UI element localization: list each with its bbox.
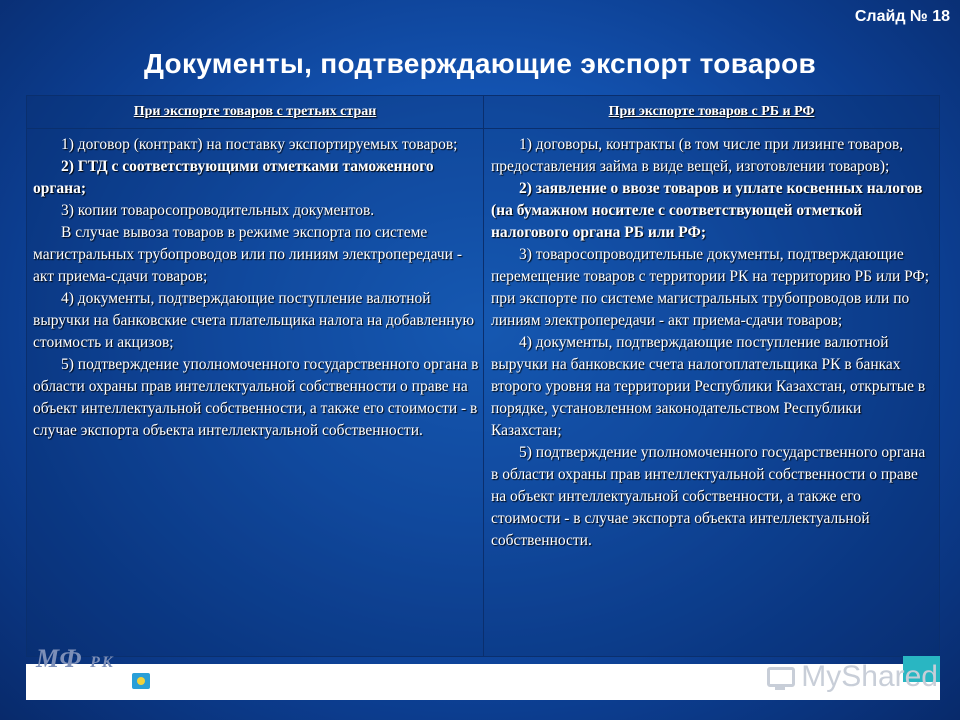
- right-item: 4) документы, подтверждающие поступление валютной выручки на банковские счета налогоплательщика РК в банках второго уровня на территории Республики Казахстан, открытые в порядке, установленном законодательством Республики Казахстан;: [491, 334, 926, 439]
- flag-icon: [132, 673, 150, 689]
- column-divider: [483, 96, 484, 656]
- logo-main-text: МФ: [36, 644, 83, 673]
- left-item: 1) договор (контракт) на поставку экспортируемых товаров;: [61, 136, 458, 153]
- logo-small-text: РК: [90, 654, 115, 671]
- right-column-content: [491, 134, 931, 552]
- watermark-text: MyShared: [801, 660, 938, 693]
- slide-title: Документы, подтверждающие экспорт товаров: [143, 48, 817, 79]
- header-rb-rf: При экспорте товаров с РБ и РФ: [608, 104, 815, 119]
- right-item: 2) заявление о ввозе товаров и уплате косвенных налогов (на бумажном носителе с соответствующей отметкой налогового органа РБ или РФ;: [491, 180, 923, 241]
- left-item: В случае вывоза товаров в режиме экспорта по системе магистральных трубопроводов или по линиям электропередачи - акт приема-сдачи товаров;: [33, 224, 463, 285]
- left-item: 4) документы, подтверждающие поступление валютной выручки на банковские счета плательщика налога на добавленную стоимость и акцизов;: [33, 290, 475, 351]
- right-item: 5) подтверждение уполномоченного государственного органа в области охраны прав интеллектуальной собственности о праве на объект интеллектуальной собственности, а также его стоимости - в случае экспорта объекта интеллектуальной собственности.: [491, 444, 926, 549]
- documents-table: [26, 95, 940, 657]
- right-item: 3) товаросопроводительные документы, подтверждающие перемещение товаров с территории РК на территорию РБ или РФ; при экспорте по системе магистральных трубопроводов или по линиям электропередачи - акт приема-сдачи товаров;: [491, 246, 930, 329]
- left-item: 2) ГТД с соответствующими отметками таможенного органа;: [33, 158, 434, 197]
- header-third-countries: При экспорте товаров с третьих стран: [133, 104, 377, 119]
- left-column-content: [33, 134, 479, 442]
- left-item: 3) копии товаросопроводительных документов.: [61, 202, 375, 219]
- ministry-logo: [36, 644, 115, 674]
- presentation-screen-icon: [763, 661, 795, 693]
- right-item: 1) договоры, контракты (в том числе при лизинге товаров, предоставления займа в виде вещей, изготовлении товаров);: [491, 136, 904, 175]
- slide-number: Слайд № 18: [854, 8, 950, 25]
- header-divider: [27, 128, 939, 129]
- left-item: 5) подтверждение уполномоченного государственного органа в области охраны прав интеллектуальной собственности о праве на объект интеллектуальной собственности, а также его стоимости - в случае экспорта объекта интеллектуальной собственности.: [33, 356, 479, 439]
- watermark: [763, 660, 938, 694]
